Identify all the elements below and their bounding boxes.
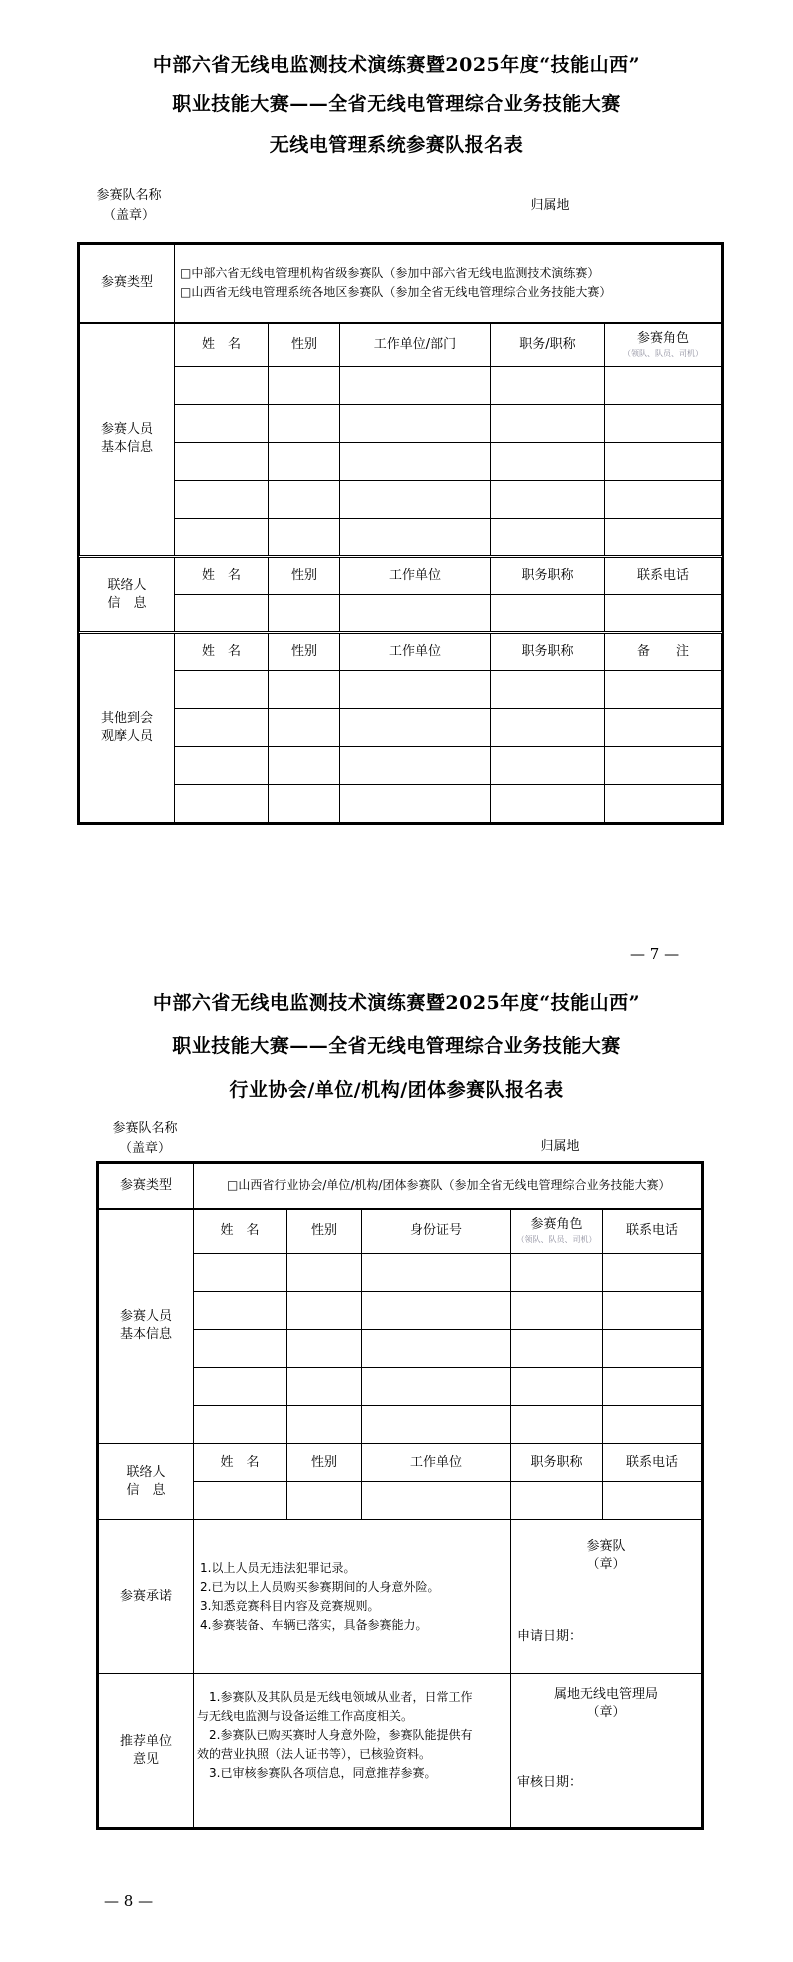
col-header-gender: 性别 — [287, 1444, 362, 1482]
review-date-label: 审核日期： — [517, 1775, 583, 1790]
input-cell[interactable] — [340, 519, 491, 557]
input-cell[interactable] — [340, 367, 491, 405]
pledge-label: 参赛承诺 — [99, 1520, 194, 1674]
type-label: 参赛类型 — [80, 245, 175, 323]
input-cell[interactable] — [362, 1330, 511, 1368]
contact-section-label — [99, 1444, 194, 1520]
input-cell[interactable] — [175, 747, 269, 785]
input-cell[interactable] — [511, 1482, 603, 1520]
input-cell[interactable] — [175, 671, 269, 709]
recommend-label-line1: 推荐单位 — [119, 1733, 172, 1749]
members-label-line1: 参赛人员 — [119, 1309, 172, 1325]
input-cell[interactable] — [603, 1330, 702, 1368]
input-cell[interactable] — [362, 1482, 511, 1520]
type-row — [99, 1164, 702, 1209]
observers-label-line2: 观摩人员 — [100, 729, 153, 744]
input-cell[interactable] — [603, 1292, 702, 1330]
input-cell[interactable] — [269, 443, 340, 481]
col-header-role — [605, 323, 722, 367]
page2-title-line3: 行业协会/单位/机构/团体参赛队报名表 — [229, 1079, 564, 1101]
page1-team-name-label — [84, 186, 174, 226]
input-cell[interactable] — [340, 405, 491, 443]
col-header-id-number: 身份证号 — [362, 1209, 511, 1254]
col-header-name: 姓 名 — [194, 1209, 287, 1254]
application-date-label: 申请日期： — [517, 1629, 583, 1644]
pledge-item: 2.已为以上人员购买参赛期间的人身意外险。 — [200, 1579, 440, 1594]
role-hint: （领队、队员、司机） — [516, 1235, 597, 1245]
contact-header-row — [80, 557, 722, 595]
stamp-title: 参赛队 — [586, 1539, 626, 1554]
type-label: 参赛类型 — [99, 1164, 194, 1209]
type-option-checkbox[interactable]: □山西省行业协会/单位/机构/团体参赛队（参加全省无线电管理综合业务技能大赛） — [194, 1164, 702, 1209]
input-cell[interactable] — [175, 519, 269, 557]
input-cell[interactable] — [269, 747, 340, 785]
members-section-label — [80, 323, 175, 557]
page-number-7: — 7 — — [630, 945, 680, 963]
input-cell[interactable] — [287, 1254, 362, 1292]
page-number-8: — 8 — — [104, 1892, 154, 1910]
input-cell[interactable] — [194, 1330, 287, 1368]
input-cell[interactable] — [287, 1330, 362, 1368]
input-cell[interactable] — [605, 671, 722, 709]
input-cell[interactable] — [175, 405, 269, 443]
input-cell[interactable] — [362, 1292, 511, 1330]
input-cell[interactable] — [511, 1330, 603, 1368]
input-cell[interactable] — [511, 1292, 603, 1330]
input-cell[interactable] — [269, 405, 340, 443]
page1-title-line3: 无线电管理系统参赛队报名表 — [269, 134, 524, 156]
page1-registration-table — [79, 244, 722, 823]
table-row — [80, 785, 722, 823]
input-cell[interactable] — [340, 671, 491, 709]
stamp-title: 属地无线电管理局 — [554, 1687, 659, 1702]
input-cell[interactable] — [362, 1368, 511, 1406]
observers-label-line1: 其他到会 — [100, 711, 153, 726]
team-name-seal-text: （盖章） — [118, 1141, 171, 1156]
type-option-checkbox[interactable]: □山西省无线电管理系统各地区参赛队（参加全省无线电管理综合业务技能大赛） — [180, 285, 612, 300]
col-header-gender: 性别 — [287, 1209, 362, 1254]
input-cell[interactable] — [340, 709, 491, 747]
recommend-list — [194, 1674, 511, 1828]
role-header-text: 参赛角色 — [636, 330, 689, 346]
input-cell[interactable] — [340, 595, 491, 633]
contact-label-line1: 联络人 — [107, 577, 147, 593]
input-cell[interactable] — [605, 785, 722, 823]
input-cell[interactable] — [175, 367, 269, 405]
recommend-line: 效的营业执照（法人证书等），已核验资料。 — [197, 1747, 432, 1761]
page2-title-line2: 职业技能大赛——全省无线电管理综合业务技能大赛 — [172, 1035, 621, 1057]
col-header-workplace: 工作单位/部门 — [340, 323, 491, 367]
input-cell[interactable] — [287, 1368, 362, 1406]
col-header-workplace: 工作单位 — [340, 633, 491, 671]
input-cell[interactable] — [511, 1406, 603, 1444]
members-section-label — [99, 1209, 194, 1444]
contact-label-line2: 信 息 — [126, 1482, 166, 1498]
input-cell[interactable] — [269, 709, 340, 747]
input-cell[interactable] — [491, 747, 605, 785]
input-cell[interactable] — [605, 367, 722, 405]
input-cell[interactable] — [491, 785, 605, 823]
pledge-item: 4.参赛装备、车辆已落实，具备参赛能力。 — [200, 1617, 428, 1632]
members-header-row — [80, 323, 722, 367]
col-header-remarks: 备 注 — [605, 633, 722, 671]
table-row — [80, 671, 722, 709]
stamp-seal: （章） — [586, 1705, 626, 1720]
pledge-stamp-cell[interactable] — [511, 1520, 702, 1674]
role-hint: （领队、队员、司机） — [623, 348, 703, 358]
type-option-checkbox[interactable]: □中部六省无线电管理机构省级参赛队（参加中部六省无线电监测技术演练赛） — [180, 266, 600, 281]
input-cell[interactable] — [194, 1368, 287, 1406]
input-cell[interactable] — [605, 709, 722, 747]
type-options — [175, 245, 722, 323]
input-cell[interactable] — [491, 481, 605, 519]
col-header-phone: 联系电话 — [603, 1444, 702, 1482]
table-row — [80, 595, 722, 633]
input-cell[interactable] — [175, 595, 269, 633]
team-name-label-text: 参赛队名称 — [96, 188, 162, 203]
members-label-line2: 基本信息 — [119, 1327, 172, 1343]
table-row — [80, 519, 722, 557]
team-name-seal-text: （盖章） — [102, 208, 155, 223]
input-cell[interactable] — [340, 443, 491, 481]
col-header-name: 姓 名 — [175, 557, 269, 595]
table-row — [80, 747, 722, 785]
input-cell[interactable] — [175, 443, 269, 481]
input-cell[interactable] — [603, 1368, 702, 1406]
input-cell[interactable] — [605, 443, 722, 481]
col-header-workplace: 工作单位 — [362, 1444, 511, 1482]
input-cell[interactable] — [605, 481, 722, 519]
input-cell[interactable] — [362, 1254, 511, 1292]
page2-team-name-label — [100, 1119, 190, 1159]
input-cell[interactable] — [491, 405, 605, 443]
col-header-role — [511, 1209, 603, 1254]
contact-label-line1: 联络人 — [126, 1464, 166, 1480]
col-header-phone: 联系电话 — [603, 1209, 702, 1254]
contact-header-row — [99, 1444, 702, 1482]
team-name-label-text: 参赛队名称 — [112, 1121, 178, 1136]
input-cell[interactable] — [287, 1406, 362, 1444]
input-cell[interactable] — [194, 1482, 287, 1520]
input-cell[interactable] — [362, 1406, 511, 1444]
input-cell[interactable] — [194, 1292, 287, 1330]
recommend-label-line2: 意见 — [132, 1751, 159, 1767]
col-header-title: 职务职称 — [491, 633, 605, 671]
pledge-row — [99, 1520, 702, 1674]
input-cell[interactable] — [491, 443, 605, 481]
contact-section-label — [80, 557, 175, 633]
input-cell[interactable] — [491, 671, 605, 709]
col-header-gender: 性别 — [269, 557, 340, 595]
table-row — [80, 443, 722, 481]
input-cell[interactable] — [269, 367, 340, 405]
page2-registration-table — [98, 1163, 702, 1828]
stamp-seal: （章） — [586, 1557, 626, 1572]
col-header-title: 职务/职称 — [491, 323, 605, 367]
input-cell[interactable] — [340, 747, 491, 785]
input-cell[interactable] — [194, 1406, 287, 1444]
input-cell[interactable] — [491, 367, 605, 405]
recommend-line: 3.已审核参赛队各项信息，同意推荐参赛。 — [197, 1766, 437, 1780]
type-row — [80, 245, 722, 323]
input-cell[interactable] — [175, 481, 269, 519]
recommend-line: 与无线电监测与设备运维工作高度相关。 — [197, 1709, 414, 1723]
input-cell[interactable] — [287, 1482, 362, 1520]
col-header-title: 职务职称 — [511, 1444, 603, 1482]
members-label-line2: 基本信息 — [100, 440, 153, 456]
recommend-label — [99, 1674, 194, 1828]
input-cell[interactable] — [491, 595, 605, 633]
page1-title-line1: 中部六省无线电监测技术演练赛暨2025年度“技能山西” — [152, 54, 641, 76]
observers-section-label — [80, 633, 175, 823]
role-header-text: 参赛角色 — [530, 1217, 583, 1233]
col-header-name: 姓 名 — [194, 1444, 287, 1482]
input-cell[interactable] — [605, 595, 722, 633]
col-header-name: 姓 名 — [175, 633, 269, 671]
col-header-workplace: 工作单位 — [340, 557, 491, 595]
observers-header-row — [80, 633, 722, 671]
table-row — [80, 405, 722, 443]
input-cell[interactable] — [340, 785, 491, 823]
members-header-row — [99, 1209, 702, 1254]
input-cell[interactable] — [269, 671, 340, 709]
input-cell[interactable] — [269, 595, 340, 633]
col-header-gender: 性别 — [269, 633, 340, 671]
input-cell[interactable] — [605, 519, 722, 557]
col-header-phone: 联系电话 — [605, 557, 722, 595]
col-header-name: 姓 名 — [175, 323, 269, 367]
input-cell[interactable] — [603, 1254, 702, 1292]
input-cell[interactable] — [605, 747, 722, 785]
page1-title-line2: 职业技能大赛——全省无线电管理综合业务技能大赛 — [172, 93, 621, 115]
input-cell[interactable] — [194, 1254, 287, 1292]
table-row — [80, 709, 722, 747]
input-cell[interactable] — [491, 519, 605, 557]
input-cell[interactable] — [269, 785, 340, 823]
contact-label-line2: 信 息 — [107, 595, 147, 611]
page2-title-line1: 中部六省无线电监测技术演练赛暨2025年度“技能山西” — [152, 992, 641, 1014]
col-header-title: 职务职称 — [491, 557, 605, 595]
input-cell[interactable] — [491, 709, 605, 747]
pledge-item: 1.以上人员无违法犯罪记录。 — [200, 1560, 356, 1575]
recommend-stamp-cell[interactable] — [511, 1674, 702, 1828]
input-cell[interactable] — [175, 785, 269, 823]
input-cell[interactable] — [175, 709, 269, 747]
input-cell[interactable] — [340, 481, 491, 519]
input-cell[interactable] — [269, 519, 340, 557]
page1-location-label: 归属地 — [530, 198, 570, 213]
input-cell[interactable] — [269, 481, 340, 519]
input-cell[interactable] — [511, 1368, 603, 1406]
input-cell[interactable] — [603, 1482, 702, 1520]
pledge-item: 3.知悉竞赛科目内容及竞赛规则。 — [200, 1598, 380, 1613]
input-cell[interactable] — [287, 1292, 362, 1330]
table-row — [80, 367, 722, 405]
members-label-line1: 参赛人员 — [100, 422, 153, 438]
input-cell[interactable] — [511, 1254, 603, 1292]
recommend-line: 1.参赛队及其队员是无线电领域从业者，日常工作 — [197, 1690, 473, 1704]
input-cell[interactable] — [603, 1406, 702, 1444]
col-header-gender: 性别 — [269, 323, 340, 367]
pledge-list — [194, 1520, 511, 1674]
input-cell[interactable] — [605, 405, 722, 443]
recommend-line: 2.参赛队已购买赛时人身意外险，参赛队能提供有 — [197, 1728, 473, 1742]
table-row — [80, 481, 722, 519]
page2-location-label: 归属地 — [540, 1139, 580, 1154]
recommend-row — [99, 1674, 702, 1828]
